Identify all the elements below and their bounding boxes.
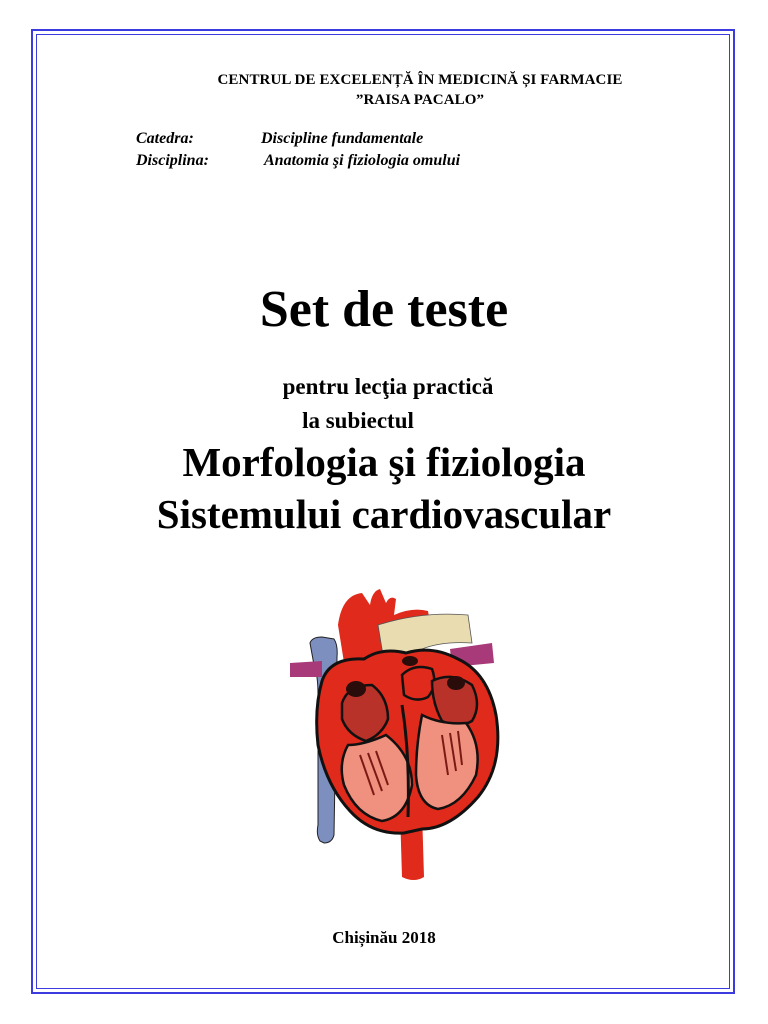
- heart-anatomy-icon: [282, 585, 512, 885]
- subtitle-line-2: la subiectul: [302, 408, 414, 433]
- institution-line-1: CENTRUL DE EXCELENȚĂ ÎN MEDICINĂ ȘI FARMACIE: [217, 72, 623, 88]
- catedra-label: Catedra:: [136, 130, 194, 147]
- subject-line-1: Morfologia şi fiziologia: [182, 439, 586, 485]
- institution-line-2: ”RAISA PACALO”: [355, 92, 485, 108]
- disciplina-value: Anatomia şi fiziologia omului: [264, 152, 461, 169]
- disciplina-label: Disciplina:: [136, 152, 209, 169]
- subtitle-line-1: pentru lecţia practică: [282, 374, 494, 399]
- institution-name: [150, 70, 690, 110]
- document-title: Set de teste: [259, 281, 509, 338]
- place-and-year: Chișinău 2018: [332, 928, 436, 947]
- catedra-value: Discipline fundamentale: [261, 130, 424, 147]
- subject-line-2: Sistemului cardiovascular: [156, 491, 612, 537]
